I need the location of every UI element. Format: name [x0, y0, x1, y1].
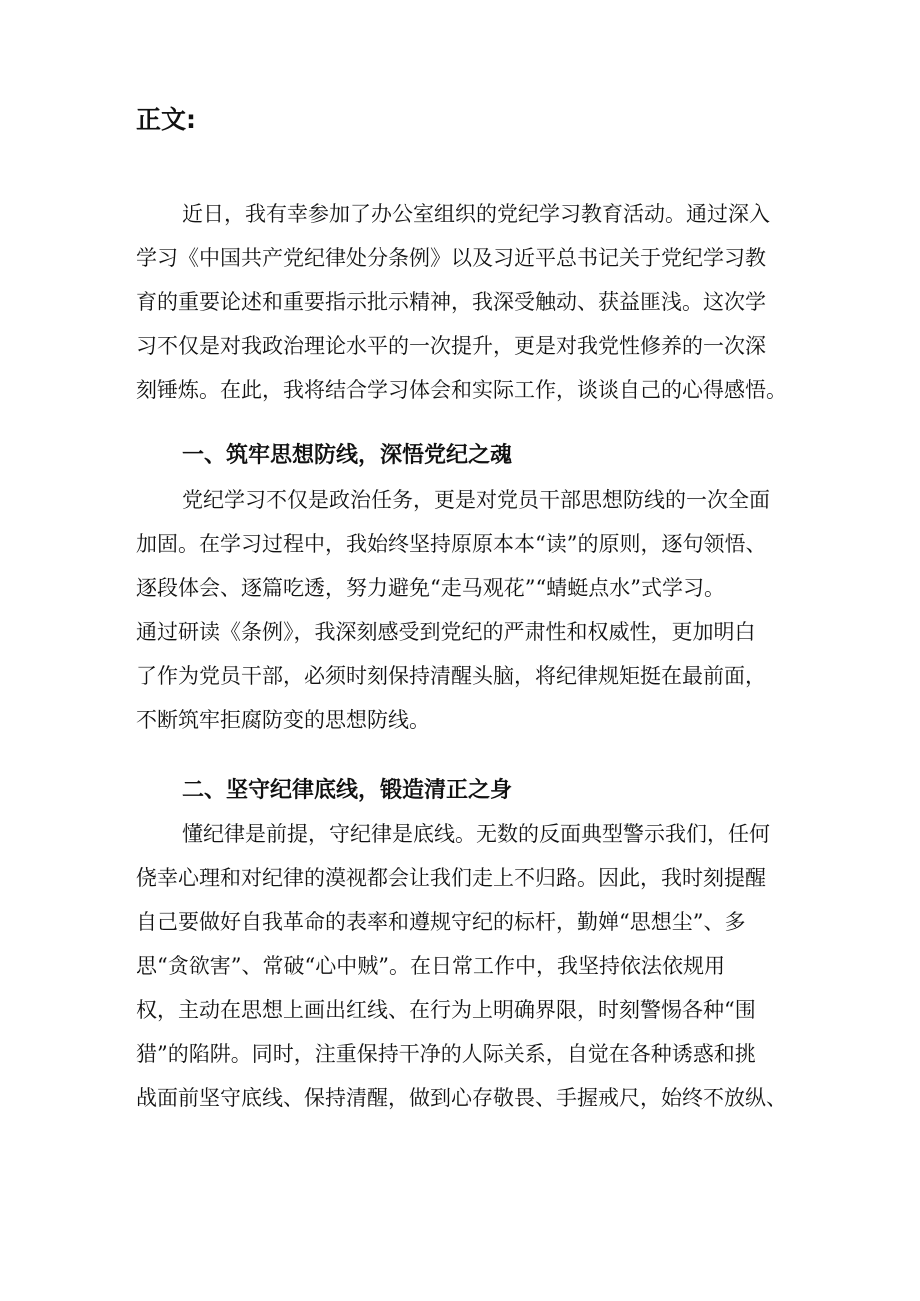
- text-line: 思“贪欲害”、常破“心中贼”。在日常工作中，我坚持依法依规用: [136, 954, 725, 978]
- text-line: 战面前坚守底线、保持清醒，做到心存敬畏、手握戒尺，始终不放纵、: [136, 1086, 787, 1110]
- paragraph-intro: [136, 192, 796, 412]
- text-line: 习不仅是对我政治理论水平的一次提升，更是对我党性修养的一次深: [136, 334, 766, 358]
- text-line: 懂纪律是前提，守纪律是底线。无数的反面典型警示我们，任何: [182, 822, 770, 846]
- text-line: 权，主动在思想上画出红线、在行为上明确界限，时刻警惕各种“围: [136, 998, 756, 1022]
- text-line: 不断筑牢拒腐防变的思想防线。: [136, 708, 430, 732]
- text-line: 刻锤炼。在此，我将结合学习体会和实际工作，谈谈自己的心得感悟。: [136, 378, 787, 402]
- paragraph-section-2: [136, 812, 796, 1120]
- text-line: 猎”的陷阱。同时，注重保持干净的人际关系，自觉在各种诱惑和挑: [136, 1042, 756, 1066]
- section-heading-1: 一、筑牢思想防线，深悟党纪之魂: [182, 443, 513, 468]
- text-line: 党纪学习不仅是政治任务，更是对党员干部思想防线的一次全面: [182, 488, 770, 512]
- text-line: 自己要做好自我革命的表率和遵规守纪的标杆，勤婵“思想尘”、多: [136, 910, 746, 934]
- text-line: 通过研读《条例》，我深刻感受到党纪的严肃性和权威性，更加明白: [136, 620, 756, 644]
- paragraph-section-1: [136, 478, 796, 742]
- text-line: 加固。在学习过程中，我始终坚持原原本本“读”的原则，逐句领悟、: [136, 532, 767, 556]
- text-line: 了作为党员干部，必须时刻保持清醒头脑，将纪律规矩挺在最前面，: [136, 664, 766, 688]
- text-line: 学习《中国共产党纪律处分条例》以及习近平总书记关于党纪学习教: [136, 246, 766, 270]
- section-heading-2: 二、坚守纪律底线，锻造清正之身: [182, 778, 513, 803]
- text-line: 侥幸心理和对纪律的漠视都会让我们走上不归路。因此，我时刻提醒: [136, 866, 766, 890]
- text-line: 育的重要论述和重要指示批示精神，我深受触动、获益匪浅。这次学: [136, 290, 766, 314]
- body-label: 正文:: [136, 105, 196, 134]
- text-line: 近日，我有幸参加了办公室组织的党纪学习教育活动。通过深入: [182, 202, 770, 226]
- text-line: 逐段体会、逐篇吃透，努力避免“走马观花”“蜻蜓点水”式学习。: [136, 576, 725, 600]
